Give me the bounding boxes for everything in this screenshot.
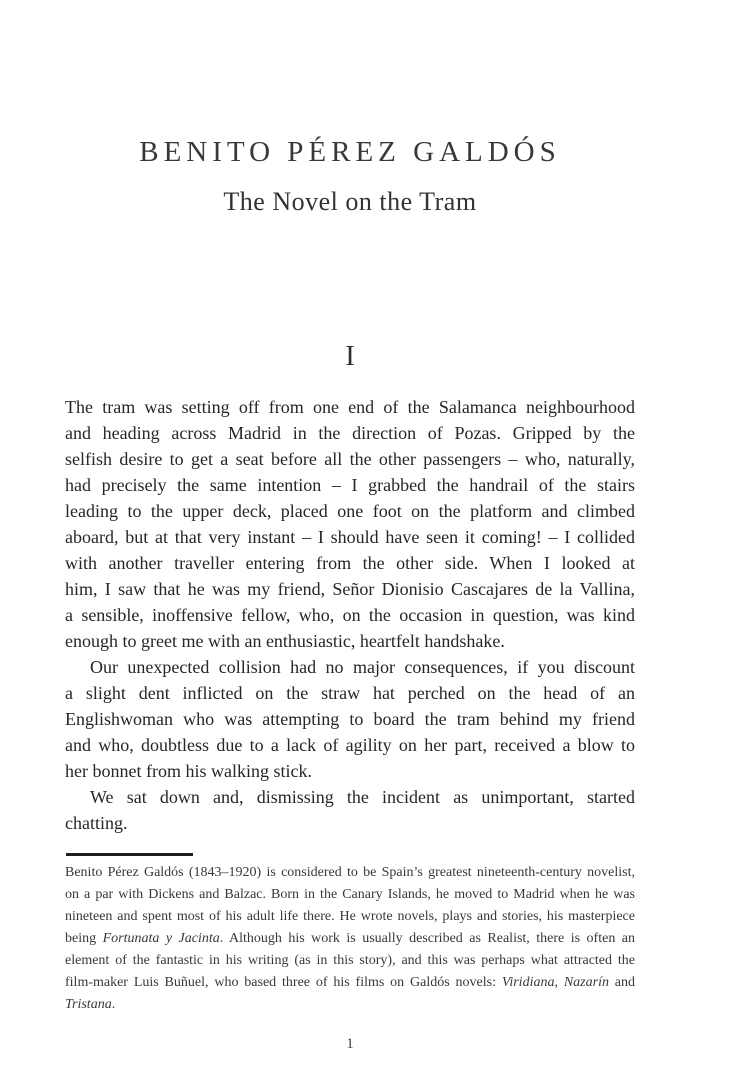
text-line: enough to greet me with an enthusiastic, heartfelt handshake. [65, 631, 505, 651]
author-heading: BENITO PÉREZ GALDÓS [139, 136, 561, 168]
text-line: a slight dent inflicted on the straw hat perched on the head of an [65, 683, 635, 703]
footnote-segment: film-maker Luis Buñuel, who based three of his films on Galdós novels: [65, 975, 502, 990]
text-line: with another traveller entering from the other side. When I looked at [65, 553, 635, 573]
paragraph [65, 784, 635, 836]
text-line: Englishwoman who was attempting to board the tram behind my friend [65, 709, 635, 729]
paragraph [65, 654, 635, 784]
footnote-line [65, 862, 635, 884]
footnote-text [65, 862, 635, 1016]
page-header [65, 134, 635, 218]
text-line: and heading across Madrid in the direction of Pozas. Gripped by the [65, 423, 635, 443]
footnote-italic-title: Tristana [65, 997, 112, 1012]
footnote-segment: and [608, 975, 636, 990]
text-line: leading to the upper deck, placed one foot on the platform and climbed [65, 501, 635, 521]
footnote-segment: nineteen and spent most of his adult life there. He wrote novels, plays and stories, his masterpiece [65, 909, 635, 924]
story-title: The Novel on the Tram [223, 187, 477, 216]
text-line: chatting. [65, 813, 128, 833]
page-number: 1 [346, 1036, 354, 1052]
footnote-segment: , [554, 975, 564, 990]
footnote-italic-title: Fortunata y Jacinta [102, 931, 220, 946]
footnote-line [65, 928, 635, 950]
footnote-italic-title: Nazarín [563, 975, 609, 990]
text-line: him, I saw that he was my friend, Señor Dionisio Cascajares de la Vallina, [65, 579, 635, 599]
footnote-line [65, 994, 635, 1016]
text-line: aboard, but at that very instant – I should have seen it coming! – I collided [65, 527, 635, 547]
footnote-divider [66, 853, 193, 856]
footnote-line [65, 906, 635, 928]
paragraph [65, 394, 635, 654]
footnote-segment: being [65, 931, 103, 946]
footnote-line [65, 884, 635, 906]
section-numeral: I [345, 341, 355, 372]
text-line: The tram was setting off from one end of the Salamanca neighbourhood [65, 397, 635, 417]
text-line: a sensible, inoffensive fellow, who, on the occasion in question, was kind [65, 605, 635, 625]
story-body [65, 394, 635, 836]
footnote-italic-title: Viridiana [501, 975, 555, 990]
text-line: had precisely the same intention – I grabbed the handrail of the stairs [65, 475, 635, 495]
text-line: selfish desire to get a seat before all the other passengers – who, naturally, [65, 449, 635, 469]
footnote-line [65, 950, 635, 972]
footnote-segment: Benito Pérez Galdós (1843–1920) is considered to be Spain’s greatest nineteenth-century novelist, [65, 865, 635, 880]
text-line: Our unexpected collision had no major consequences, if you discount [90, 657, 635, 677]
footnote-segment: on a par with Dickens and Balzac. Born in the Canary Islands, he moved to Madrid when he was [65, 887, 635, 902]
footnote-segment: . Although his work is usually described as Realist, there is often an [219, 931, 636, 946]
text-line: We sat down and, dismissing the incident as unimportant, started [90, 787, 635, 807]
footnote-line [65, 972, 635, 994]
text-line: and who, doubtless due to a lack of agility on her part, received a blow to [65, 735, 635, 755]
text-line: her bonnet from his walking stick. [65, 761, 312, 781]
footnote-segment: . [111, 997, 116, 1012]
footnote-segment: element of the fantastic in his writing (as in this story), and this was perhaps what attracted the [65, 953, 635, 968]
